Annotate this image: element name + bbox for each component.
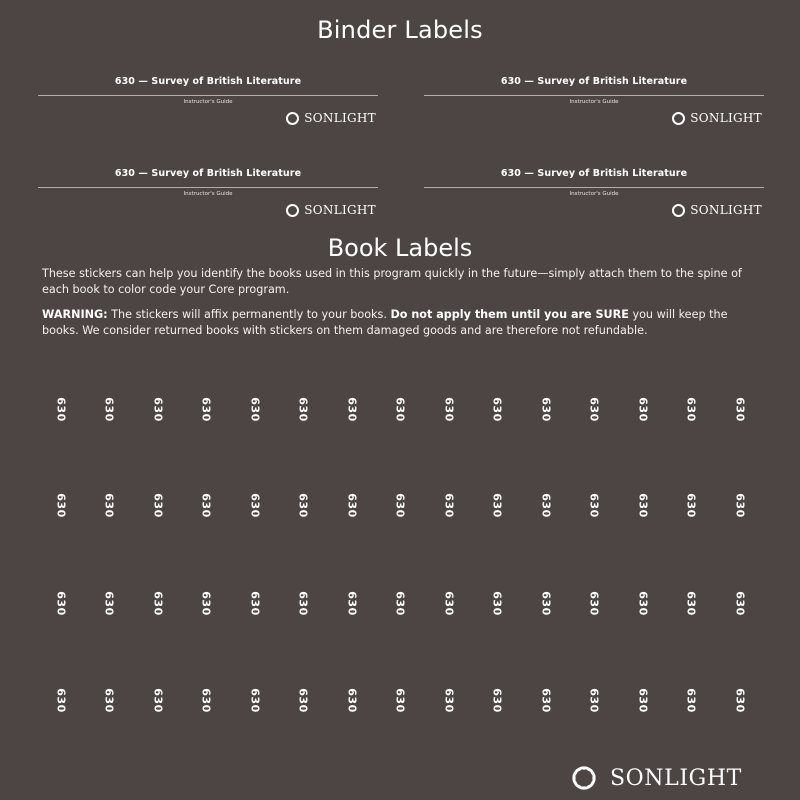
book-sticker-text: 630 xyxy=(297,687,310,713)
book-sticker xyxy=(442,685,456,715)
book-sticker xyxy=(685,394,699,424)
book-sticker-text: 630 xyxy=(491,590,504,616)
book-sticker xyxy=(151,685,165,715)
binder-label-title: 630 — Survey of British Literature xyxy=(500,76,688,87)
book-sticker-text: 630 xyxy=(442,687,456,713)
book-sticker-text: 630 xyxy=(394,396,407,422)
binder-label-subtitle: Instructor's Guide xyxy=(183,191,233,197)
book-sticker xyxy=(636,685,650,715)
book-sticker xyxy=(200,490,214,520)
book-sticker xyxy=(733,394,747,424)
book-sticker xyxy=(588,394,602,424)
book-sticker xyxy=(588,588,602,618)
book-sticker-text: 630 xyxy=(151,396,165,422)
book-sticker xyxy=(733,588,747,618)
book-sticker xyxy=(103,490,117,520)
book-sticker xyxy=(151,394,165,424)
book-sticker-text: 630 xyxy=(733,590,747,616)
book-sticker xyxy=(539,490,553,520)
book-sticker-text: 630 xyxy=(248,590,262,616)
book-sticker xyxy=(394,394,408,424)
binder-label-brand-text: SONLIGHT xyxy=(690,111,762,125)
book-sticker-text: 630 xyxy=(103,590,116,616)
book-sticker-text: 630 xyxy=(200,396,213,422)
warning-label: WARNING: xyxy=(42,308,108,321)
book-sticker-text: 630 xyxy=(248,687,262,713)
book-sticker-text: 630 xyxy=(297,492,310,518)
book-sticker-text: 630 xyxy=(636,687,650,713)
book-labels-heading: Book Labels xyxy=(327,234,473,262)
book-sticker xyxy=(54,394,68,424)
book-sticker xyxy=(636,588,650,618)
book-sticker-text: 630 xyxy=(733,687,747,713)
book-sticker xyxy=(491,490,505,520)
book-sticker xyxy=(345,588,359,618)
book-sticker xyxy=(248,685,262,715)
book-sticker-text: 630 xyxy=(200,492,213,518)
book-sticker-text: 630 xyxy=(588,396,601,422)
warning-bold-text: Do not apply them until you are SURE xyxy=(390,308,629,321)
book-sticker-text: 630 xyxy=(297,396,310,422)
binder-label-brand-text: SONLIGHT xyxy=(304,203,376,217)
book-sticker-text: 630 xyxy=(345,492,359,518)
book-sticker-text: 630 xyxy=(103,396,116,422)
book-sticker xyxy=(394,490,408,520)
book-sticker-text: 630 xyxy=(442,396,456,422)
book-sticker-text: 630 xyxy=(248,492,262,518)
book-sticker xyxy=(103,588,117,618)
book-sticker xyxy=(200,588,214,618)
book-sticker-text: 630 xyxy=(588,492,601,518)
book-sticker xyxy=(733,490,747,520)
book-sticker xyxy=(200,394,214,424)
book-sticker-text: 630 xyxy=(588,687,601,713)
book-sticker xyxy=(151,588,165,618)
book-sticker xyxy=(442,490,456,520)
book-sticker xyxy=(442,588,456,618)
book-sticker-text: 630 xyxy=(636,396,650,422)
book-sticker xyxy=(733,685,747,715)
book-sticker xyxy=(588,685,602,715)
book-sticker-text: 630 xyxy=(54,396,68,422)
book-sticker xyxy=(248,490,262,520)
book-sticker-text: 630 xyxy=(151,492,165,518)
book-sticker xyxy=(248,394,262,424)
book-sticker xyxy=(685,685,699,715)
binder-label-title: 630 — Survey of British Literature xyxy=(114,76,302,87)
book-sticker xyxy=(491,394,505,424)
book-sticker-text: 630 xyxy=(588,590,601,616)
book-sticker xyxy=(685,588,699,618)
book-sticker-text: 630 xyxy=(539,687,553,713)
book-sticker-text: 630 xyxy=(685,590,698,616)
book-sticker-text: 630 xyxy=(151,590,165,616)
book-sticker xyxy=(345,394,359,424)
binder-label-subtitle: Instructor's Guide xyxy=(569,191,619,197)
book-sticker-text: 630 xyxy=(200,687,213,713)
book-sticker xyxy=(685,490,699,520)
book-sticker-text: 630 xyxy=(345,590,359,616)
book-sticker-text: 630 xyxy=(733,396,747,422)
book-sticker xyxy=(539,588,553,618)
book-sticker xyxy=(636,490,650,520)
book-sticker xyxy=(103,394,117,424)
book-sticker-text: 630 xyxy=(685,687,698,713)
book-sticker-text: 630 xyxy=(442,590,456,616)
book-sticker xyxy=(297,588,311,618)
book-sticker-text: 630 xyxy=(491,687,504,713)
book-sticker xyxy=(297,490,311,520)
binder-label-brand-text: SONLIGHT xyxy=(304,111,376,125)
book-sticker-text: 630 xyxy=(394,590,407,616)
book-sticker xyxy=(539,394,553,424)
book-sticker-text: 630 xyxy=(685,396,698,422)
footer-brand xyxy=(568,762,742,794)
binder-labels-heading: Binder Labels xyxy=(317,16,483,44)
binder-label-brand-text: SONLIGHT xyxy=(690,203,762,217)
book-sticker-text: 630 xyxy=(103,687,116,713)
binder-label-subtitle: Instructor's Guide xyxy=(569,99,619,105)
book-sticker xyxy=(54,588,68,618)
book-sticker-text: 630 xyxy=(442,492,456,518)
book-sticker xyxy=(588,490,602,520)
book-sticker xyxy=(151,490,165,520)
book-sticker xyxy=(394,588,408,618)
book-sticker-text: 630 xyxy=(151,687,165,713)
book-sticker xyxy=(345,490,359,520)
binder-label-subtitle: Instructor's Guide xyxy=(183,99,233,105)
book-sticker xyxy=(345,685,359,715)
book-sticker-text: 630 xyxy=(248,396,262,422)
book-sticker xyxy=(491,588,505,618)
book-sticker xyxy=(442,394,456,424)
footer-brand-text: SONLIGHT xyxy=(610,765,742,791)
book-sticker xyxy=(636,394,650,424)
warning-text-2: you will keep the books. We consider returned books with stickers on them damaged goods and are therefore not refundable. xyxy=(42,308,728,337)
book-labels-intro: These stickers can help you identify the books used in this program quickly in the future—simply attach them to the spine of each book to color code your Core program. xyxy=(42,267,742,296)
book-sticker xyxy=(297,685,311,715)
book-sticker xyxy=(200,685,214,715)
book-sticker-text: 630 xyxy=(636,492,650,518)
book-sticker-text: 630 xyxy=(685,492,698,518)
book-sticker-text: 630 xyxy=(345,396,359,422)
book-sticker xyxy=(103,685,117,715)
book-sticker xyxy=(491,685,505,715)
book-sticker-text: 630 xyxy=(733,492,747,518)
book-sticker-text: 630 xyxy=(297,590,310,616)
book-sticker-text: 630 xyxy=(539,590,553,616)
book-sticker-text: 630 xyxy=(539,396,553,422)
book-sticker-text: 630 xyxy=(539,492,553,518)
book-sticker-text: 630 xyxy=(491,396,504,422)
book-sticker xyxy=(248,588,262,618)
book-sticker xyxy=(539,685,553,715)
book-sticker-text: 630 xyxy=(54,687,68,713)
sunburst-icon xyxy=(568,762,600,794)
book-sticker xyxy=(54,685,68,715)
book-sticker-text: 630 xyxy=(345,687,359,713)
binder-label-title: 630 — Survey of British Literature xyxy=(114,168,302,179)
warning-text-1: The stickers will affix permanently to your books. xyxy=(107,308,391,321)
book-sticker xyxy=(394,685,408,715)
book-sticker-text: 630 xyxy=(394,687,407,713)
book-sticker-text: 630 xyxy=(636,590,650,616)
book-sticker-text: 630 xyxy=(200,590,213,616)
book-sticker-text: 630 xyxy=(394,492,407,518)
book-sticker-text: 630 xyxy=(54,492,68,518)
binder-label-title: 630 — Survey of British Literature xyxy=(500,168,688,179)
book-sticker xyxy=(54,490,68,520)
book-sticker-text: 630 xyxy=(491,492,504,518)
book-sticker xyxy=(297,394,311,424)
book-sticker-text: 630 xyxy=(103,492,116,518)
book-sticker-text: 630 xyxy=(54,590,68,616)
